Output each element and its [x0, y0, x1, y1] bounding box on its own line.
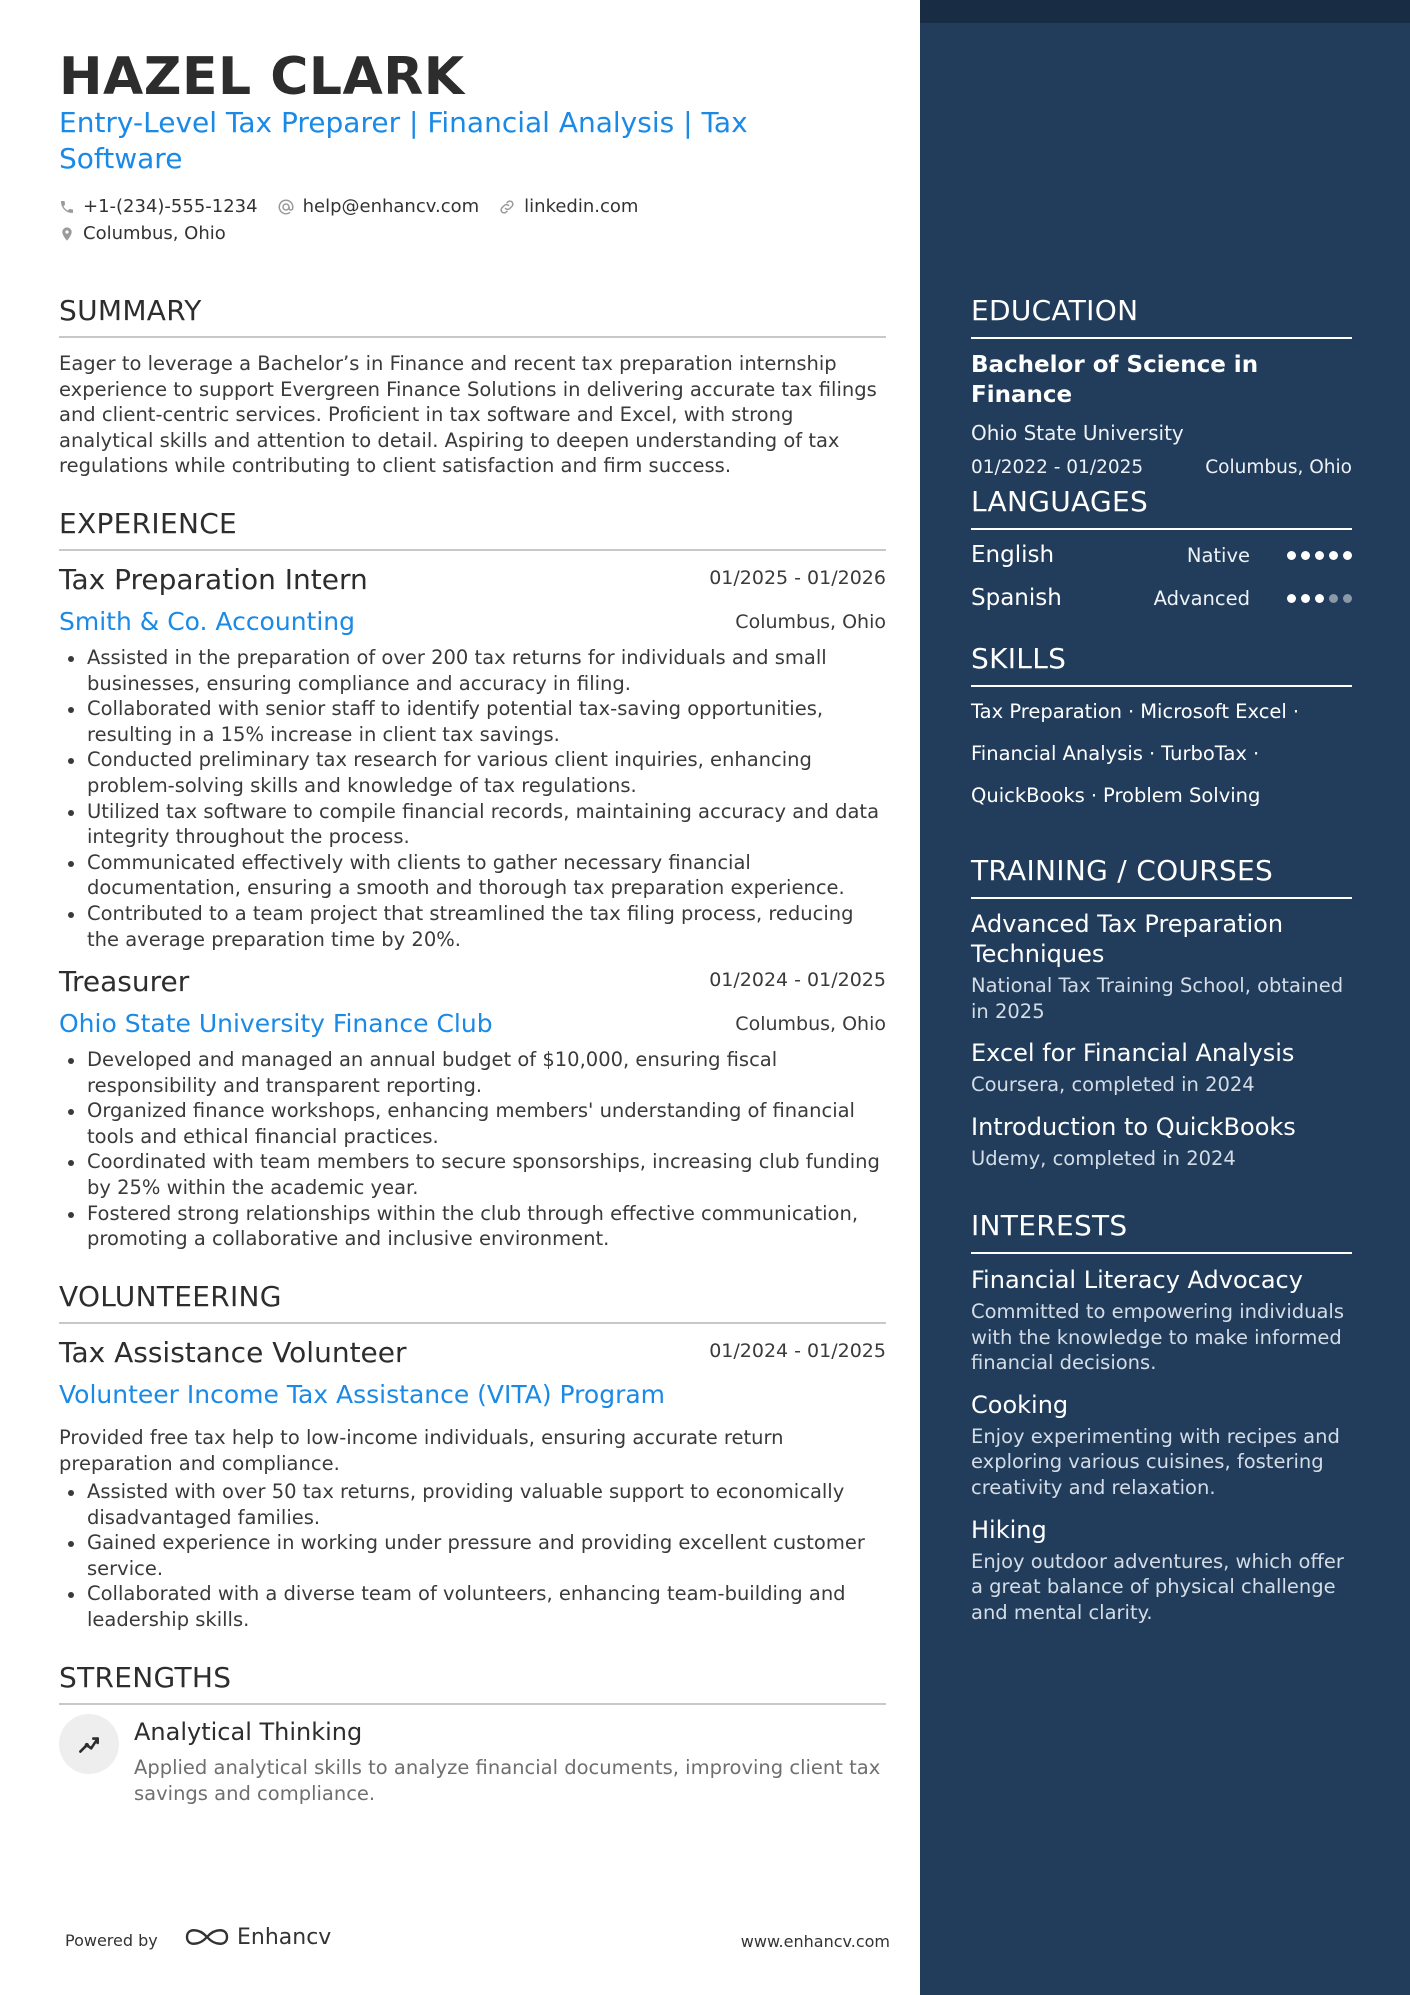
- volunteer-dates: 01/2024 - 01/2025: [709, 1340, 886, 1362]
- headline: Entry-Level Tax Preparer | Financial Analysis | Tax Software: [59, 106, 748, 175]
- school: Ohio State University: [971, 421, 1184, 445]
- bullet-item: Gained experience in working under pressure and providing excellent customer service.: [59, 1530, 889, 1581]
- phone-item: [59, 196, 258, 217]
- phone-icon: [59, 199, 75, 215]
- linkedin-text[interactable]: linkedin.com: [524, 196, 639, 217]
- interest-item: [971, 1390, 1352, 1501]
- interest-title: Financial Literacy Advocacy: [971, 1266, 1303, 1294]
- interest-description: Enjoy experimenting with recipes and exploring various cuisines, fostering creativity and relaxation.: [971, 1424, 1340, 1499]
- course-title: Excel for Financial Analysis: [971, 1039, 1295, 1068]
- bullet-item: Utilized tax software to compile financial records, maintaining accuracy and data integrity throughout the process.: [59, 799, 889, 850]
- location-text: Columbus, Ohio: [83, 223, 226, 244]
- location-pin-icon: [59, 225, 75, 243]
- linkedin-item[interactable]: [498, 196, 638, 217]
- interests-heading: INTERESTS: [971, 1209, 1352, 1254]
- skill-tag: Financial Analysis: [971, 742, 1143, 765]
- job-location: Columbus, Ohio: [735, 611, 886, 633]
- job-title: Treasurer: [59, 965, 190, 998]
- enhancv-logo-icon: [183, 1924, 231, 1950]
- education-meta: [971, 455, 1352, 481]
- footer-url[interactable]: www.enhancv.com: [740, 1932, 890, 1951]
- job-title: Tax Preparation Intern: [59, 563, 368, 596]
- interest-item: [971, 1515, 1352, 1626]
- volunteer-org: Volunteer Income Tax Assistance (VITA) Program: [59, 1380, 666, 1409]
- footer-powered-by: Powered by: [65, 1931, 158, 1950]
- rating-dot: [1287, 551, 1296, 560]
- education-heading: EDUCATION: [971, 294, 1352, 339]
- link-icon: [498, 198, 516, 216]
- enhancv-logo-text: Enhancv: [237, 1924, 332, 1950]
- course-title: Advanced Tax Preparation Techniques: [971, 910, 1284, 968]
- job-bullets: [59, 1047, 889, 1252]
- rating-dot: [1287, 594, 1296, 603]
- bullet-item: Conducted preliminary tax research for various client inquiries, enhancing problem-solving skills and knowledge of tax regulations.: [59, 747, 889, 798]
- language-level: Advanced: [1153, 586, 1250, 610]
- language-row: [971, 583, 1352, 613]
- job-dates: 01/2025 - 01/2026: [709, 567, 886, 589]
- interest-description: Committed to empowering individuals with the knowledge to make informed financial decisions.: [971, 1300, 1345, 1375]
- strength-title: Analytical Thinking: [134, 1718, 363, 1746]
- skill-tag: QuickBooks: [971, 784, 1085, 807]
- skill-tag: Problem Solving: [1103, 784, 1261, 807]
- course-item: [971, 1112, 1352, 1172]
- course-item: [971, 1038, 1352, 1098]
- volunteer-description: Provided free tax help to low-income individuals, ensuring accurate return preparation and compliance.: [59, 1426, 784, 1475]
- experience-heading: EXPERIENCE: [59, 507, 886, 551]
- analytics-icon: [76, 1731, 102, 1757]
- rating-dot: [1343, 594, 1352, 603]
- bullet-item: Assisted in the preparation of over 200 tax returns for individuals and small businesses, ensuring compliance and accuracy in filing.: [59, 645, 889, 696]
- job-bullets: [59, 645, 889, 952]
- email-item[interactable]: [277, 196, 480, 217]
- phone-text: +1-(234)-555-1234: [83, 196, 258, 217]
- rating-dot: [1343, 551, 1352, 560]
- bullet-item: Developed and managed an annual budget of $10,000, ensuring fiscal responsibility and transparent reporting.: [59, 1047, 889, 1098]
- bullet-item: Collaborated with senior staff to identify potential tax-saving opportunities, resulting in a 15% increase in client tax savings.: [59, 696, 889, 747]
- skills-heading: SKILLS: [971, 642, 1352, 687]
- course-detail: Coursera, completed in 2024: [971, 1073, 1255, 1097]
- rating-dot: [1329, 551, 1338, 560]
- course-title: Introduction to QuickBooks: [971, 1112, 1296, 1141]
- job-dates: 01/2024 - 01/2025: [709, 969, 886, 991]
- skill-tag: Tax Preparation: [971, 700, 1123, 723]
- education-location: Columbus, Ohio: [1205, 457, 1352, 478]
- company-name: Smith & Co. Accounting: [59, 607, 356, 636]
- education-entry: [971, 350, 1352, 481]
- rating-dot: [1301, 551, 1310, 560]
- language-row: [971, 540, 1352, 570]
- course-detail: Udemy, completed in 2024: [971, 1146, 1236, 1170]
- training-list: [971, 909, 1352, 1171]
- volunteer-role: Tax Assistance Volunteer: [59, 1336, 407, 1369]
- bullet-item: Communicated effectively with clients to gather necessary financial documentation, ensuring a smooth and thorough tax preparation experience.: [59, 850, 889, 901]
- bullet-item: Fostered strong relationships within the club through effective communication, promoting a collaborative and inclusive environment.: [59, 1201, 889, 1252]
- bullet-item: Contributed to a team project that streamlined the tax filing process, reducing the average preparation time by 20%.: [59, 901, 889, 952]
- enhancv-logo[interactable]: [183, 1924, 331, 1950]
- interest-item: [971, 1265, 1352, 1376]
- company-name: Ohio State University Finance Club: [59, 1009, 493, 1038]
- rating-dot: [1315, 551, 1324, 560]
- job-location: Columbus, Ohio: [735, 1013, 886, 1035]
- language-rating: [1282, 594, 1352, 603]
- rating-dot: [1301, 594, 1310, 603]
- at-icon: [277, 198, 295, 216]
- skill-tag: Microsoft Excel: [1140, 700, 1287, 723]
- rating-dot: [1315, 594, 1324, 603]
- degree: Bachelor of Science in Finance: [971, 352, 1259, 408]
- candidate-name: HAZEL CLARK: [59, 47, 465, 107]
- bullet-item: Collaborated with a diverse team of volunteers, enhancing team-building and leadership skills.: [59, 1581, 889, 1632]
- interest-description: Enjoy outdoor adventures, which offer a great balance of physical challenge and mental clarity.: [971, 1549, 1344, 1624]
- summary-heading: SUMMARY: [59, 294, 886, 338]
- course-item: [971, 909, 1352, 1024]
- language-level: Native: [1186, 543, 1250, 567]
- volunteer-bullets: [59, 1479, 889, 1633]
- bullet-item: Coordinated with team members to secure sponsorships, increasing club funding by 25% within the academic year.: [59, 1149, 889, 1200]
- sidebar-top-bar: [920, 0, 1410, 23]
- education-dates: 01/2022 - 01/2025: [971, 457, 1144, 478]
- strengths-heading: STRENGTHS: [59, 1661, 886, 1705]
- interest-title: Hiking: [971, 1515, 1047, 1544]
- strength-description: Applied analytical skills to analyze financial documents, improving client tax savings and compliance.: [134, 1756, 881, 1805]
- email-text[interactable]: help@enhancv.com: [302, 196, 480, 217]
- bullet-item: Assisted with over 50 tax returns, providing valuable support to economically disadvantaged families.: [59, 1479, 889, 1530]
- interest-title: Cooking: [971, 1390, 1069, 1419]
- languages-heading: LANGUAGES: [971, 485, 1352, 530]
- contact-info: [59, 193, 657, 247]
- language-name: English: [971, 542, 1055, 568]
- course-detail: National Tax Training School, obtained in 2025: [971, 974, 1344, 1023]
- strength-icon-circle: [59, 1714, 119, 1774]
- skill-tag: TurboTax: [1161, 742, 1247, 765]
- bullet-item: Organized finance workshops, enhancing members' understanding of financial tools and ethical financial practices.: [59, 1098, 889, 1149]
- language-name: Spanish: [971, 585, 1062, 611]
- interests-list: [971, 1265, 1352, 1625]
- volunteering-heading: VOLUNTEERING: [59, 1280, 886, 1324]
- summary-text: Eager to leverage a Bachelor’s in Finance and recent tax preparation internship experience to support Evergreen Finance Solutions in delivering accurate tax filings and client-centric services. Proficient in tax software and Excel, with strong analytical skills and attention to detail. Aspiring to deepen understanding of tax regulations while contributing to client satisfaction and firm success.: [59, 352, 877, 478]
- sidebar: [920, 0, 1410, 1995]
- rating-dot: [1329, 594, 1338, 603]
- skills-list: Tax Preparation · Microsoft Excel · Financial Analysis · TurboTax · QuickBooks · Problem Solving: [971, 700, 1300, 807]
- language-rating: [1282, 551, 1352, 560]
- training-heading: TRAINING / COURSES: [971, 854, 1352, 899]
- location-item: [59, 223, 226, 244]
